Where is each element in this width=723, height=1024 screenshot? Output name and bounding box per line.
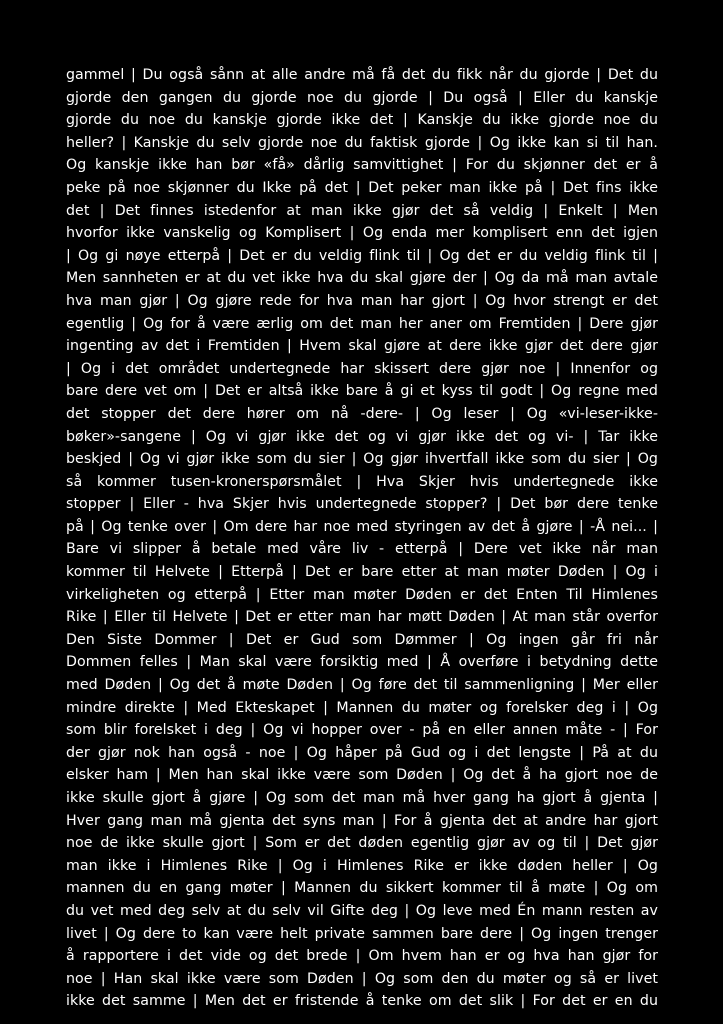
text-line: Bare vi slipper å betale med våre liv - etterpå | Dere vet ikke når man — [66, 541, 658, 558]
text-line: det stopper det dere hører om nå -dere- | Og leser | Og «vi-leser-ikke- — [66, 405, 658, 422]
text-line: det | Det finnes istedenfor at man ikke gjør det så veldig | Enkelt | Men — [66, 202, 658, 219]
text-line: du vet med deg selv at du selv vil Gifte deg | Og leve med Én mann resten av — [66, 902, 658, 919]
text-line: gjorde den gangen du gjorde noe du gjorde | Du også | Eller du kanskje — [66, 89, 658, 106]
text-line: beskjed | Og vi gjør ikke som du sier | Og gjør ihvertfall ikke som du sier | Og — [66, 451, 658, 468]
text-line: gammel | Du også sånn at alle andre må få det du fikk når du gjorde | Det du — [66, 67, 658, 83]
text-line: livet | Og dere to kan være helt private sammen bare dere | Og ingen trenger — [66, 925, 658, 942]
text-line: | Og gi nøye etterpå | Det er du veldig flink til | Og det er du veldig flink til | — [66, 247, 658, 264]
text-line: kommer til Helvete | Etterpå | Det er bare etter at man møter Døden | Og i — [66, 564, 658, 581]
text-line: stopper | Eller - hva Skjer hvis undertegnede stopper? | Det bør dere tenke — [66, 496, 658, 513]
text-line: Og kanskje ikke han bør «få» dårlig samvittighet | For du skjønner det er å — [66, 157, 658, 174]
text-line: noe | Han skal ikke være som Døden | Og som den du møter og så er livet — [66, 970, 658, 987]
text-line: Rike | Eller til Helvete | Det er etter man har møtt Døden | At man står overfor — [66, 609, 658, 626]
text-line: bare dere vet om | Det er altså ikke bare å gi et kyss til godt | Og regne med — [66, 383, 658, 400]
text-line: Dommen felles | Man skal være forsiktig med | Å overføre i betydning dette — [66, 654, 658, 671]
text-line: gjorde du noe du kanskje gjorde ikke det | Kanskje du ikke gjorde noe du — [66, 112, 658, 129]
text-line: ingenting av det i Fremtiden | Hvem skal gjøre at dere ikke gjør det dere gjør — [66, 338, 658, 355]
text-line: peke på noe skjønner du Ikke på det | Det peker man ikke på | Det fins ikke — [66, 179, 658, 196]
text-line: man ikke i Himlenes Rike | Og i Himlenes Rike er ikke døden heller | Og — [66, 857, 658, 874]
text-line: som blir forelsket i deg | Og vi hopper over - på en eller annen måte - | For — [66, 722, 658, 739]
text-line: | Og i det området undertegnede har skissert dere gjør noe | Innenfor og — [66, 360, 658, 377]
text-line: hvorfor ikke vanskelig og Komplisert | Og enda mer komplisert enn det igjen — [66, 225, 658, 242]
text-line: mannen du en gang møter | Mannen du sikkert kommer til å møte | Og om — [66, 880, 658, 897]
body-text — [66, 64, 658, 1013]
text-line: mindre direkte | Med Ekteskapet | Mannen du møter og forelsker deg i | Og — [66, 699, 658, 716]
text-line: ikke det samme | Men det er fristende å tenke om det slik | For det er en du — [66, 993, 658, 1010]
text-line: der gjør nok han også - noe | Og håper på Gud og i det lengste | På at du — [66, 744, 658, 761]
text-line: med Døden | Og det å møte Døden | Og føre det til sammenligning | Mer eller — [66, 677, 658, 694]
text-line: virkeligheten og etterpå | Etter man møter Døden er det Enten Til Himlenes — [66, 586, 658, 603]
text-line: på | Og tenke over | Om dere har noe med styringen av det å gjøre | -Å nei... | — [66, 518, 658, 535]
text-line: Men sannheten er at du vet ikke hva du skal gjøre der | Og da må man avtale — [66, 270, 658, 287]
text-line: egentlig | Og for å være ærlig om det man her aner om Fremtiden | Dere gjør — [66, 315, 658, 332]
text-line: ikke skulle gjort å gjøre | Og som det man må hver gang ha gjort å gjenta | — [66, 790, 658, 806]
text-line: Hver gang man må gjenta det syns man | For å gjenta det at andre har gjort — [66, 812, 658, 829]
text-line: bøker»-sangene | Og vi gjør ikke det og vi gjør ikke det og vi- | Tar ikke — [66, 428, 658, 445]
text-line: hva man gjør | Og gjøre rede for hva man har gjort | Og hvor strengt er det — [66, 292, 658, 309]
text-line: elsker ham | Men han skal ikke være som Døden | Og det å ha gjort noe de — [66, 767, 658, 784]
text-line: å rapportere i det vide og det brede | Om hvem han er og hva han gjør for — [66, 948, 658, 965]
text-line: noe de ikke skulle gjort | Som er det døden egentlig gjør av og til | Det gjør — [66, 835, 658, 852]
text-line: heller? | Kanskje du selv gjorde noe du faktisk gjorde | Og ikke kan si til han. — [66, 134, 658, 151]
text-line: så kommer tusen-kronerspørsmålet | Hva Skjer hvis undertegnede ikke — [66, 473, 658, 490]
text-line: Den Siste Dommer | Det er Gud som Dømmer | Og ingen går fri når — [66, 631, 658, 648]
